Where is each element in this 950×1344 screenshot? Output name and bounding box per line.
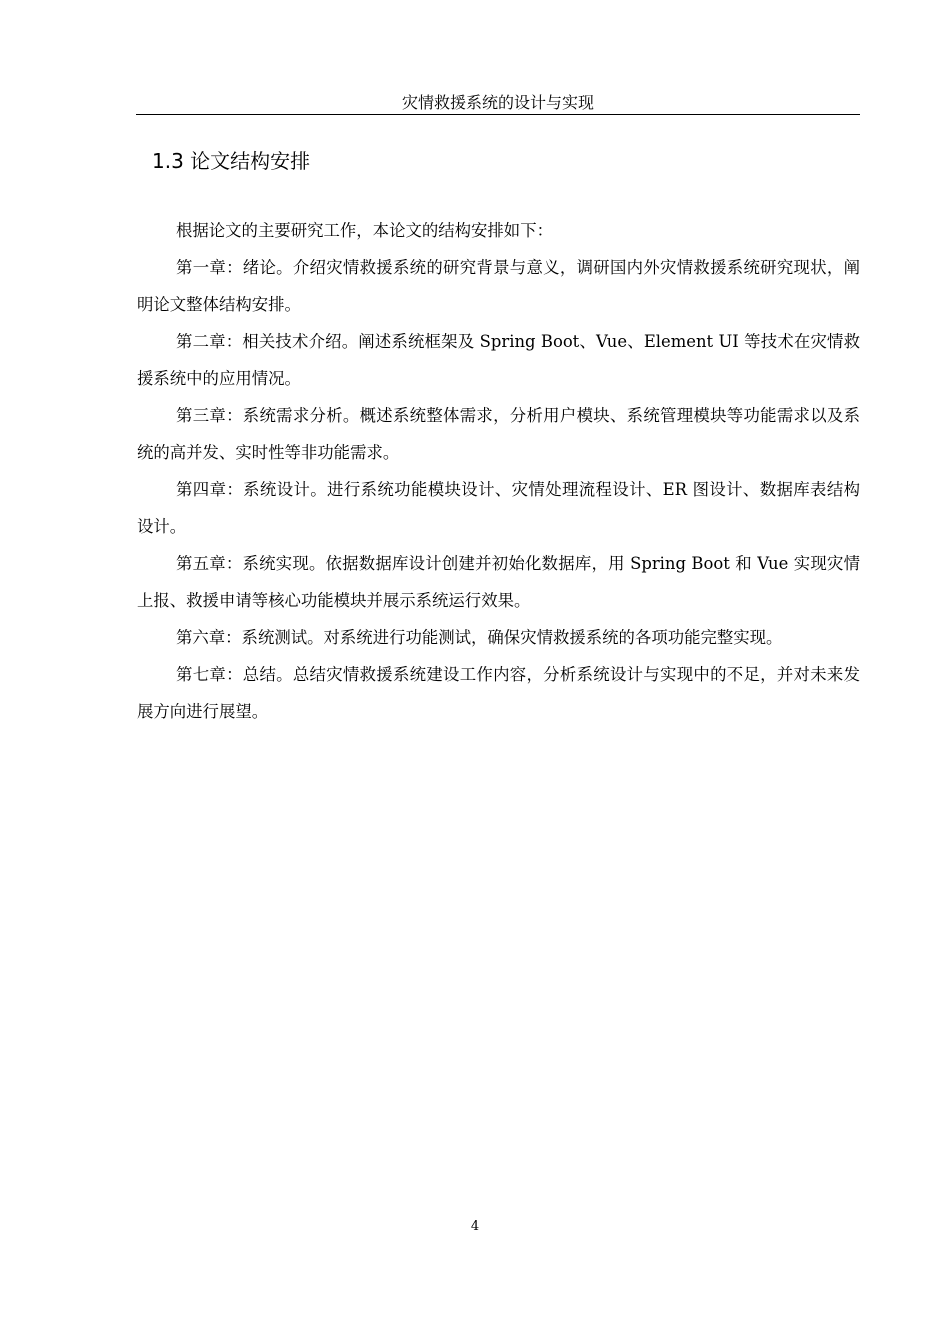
chapter-7-paragraph: 第七章：总结。总结灾情救援系统建设工作内容，分析系统设计与实现中的不足，并对未来发展方向进行展望。 (137, 665, 860, 721)
section-heading: 1.3 论文结构安排 (152, 149, 311, 173)
chapter-4-paragraph: 第四章：系统设计。进行系统功能模块设计、灾情处理流程设计、ER 图设计、数据库表结构设计。 (137, 480, 860, 536)
page-number: 4 (470, 1219, 480, 1234)
chapter-3-paragraph: 第三章：系统需求分析。概述系统整体需求，分析用户模块、系统管理模块等功能需求以及系统的高并发、实时性等非功能需求。 (137, 406, 860, 462)
chapter-1-paragraph: 第一章：绪论。介绍灾情救援系统的研究背景与意义，调研国内外灾情救援系统研究现状，阐明论文整体结构安排。 (137, 258, 860, 314)
chapter-6-paragraph: 第六章：系统测试。对系统进行功能测试，确保灾情救援系统的各项功能完整实现。 (176, 628, 783, 647)
running-header: 灾情救援系统的设计与实现 (401, 93, 594, 112)
header-divider (136, 114, 860, 115)
body-text (137, 212, 860, 730)
chapter-5-paragraph: 第五章：系统实现。依据数据库设计创建并初始化数据库，用 Spring Boot 和 Vue 实现灾情上报、救援申请等核心功能模块并展示系统运行效果。 (137, 554, 860, 610)
chapter-2-paragraph: 第二章：相关技术介绍。阐述系统框架及 Spring Boot、Vue、Element UI 等技术在灾情救援系统中的应用情况。 (137, 332, 860, 388)
intro-paragraph: 根据论文的主要研究工作，本论文的结构安排如下： (176, 221, 553, 240)
